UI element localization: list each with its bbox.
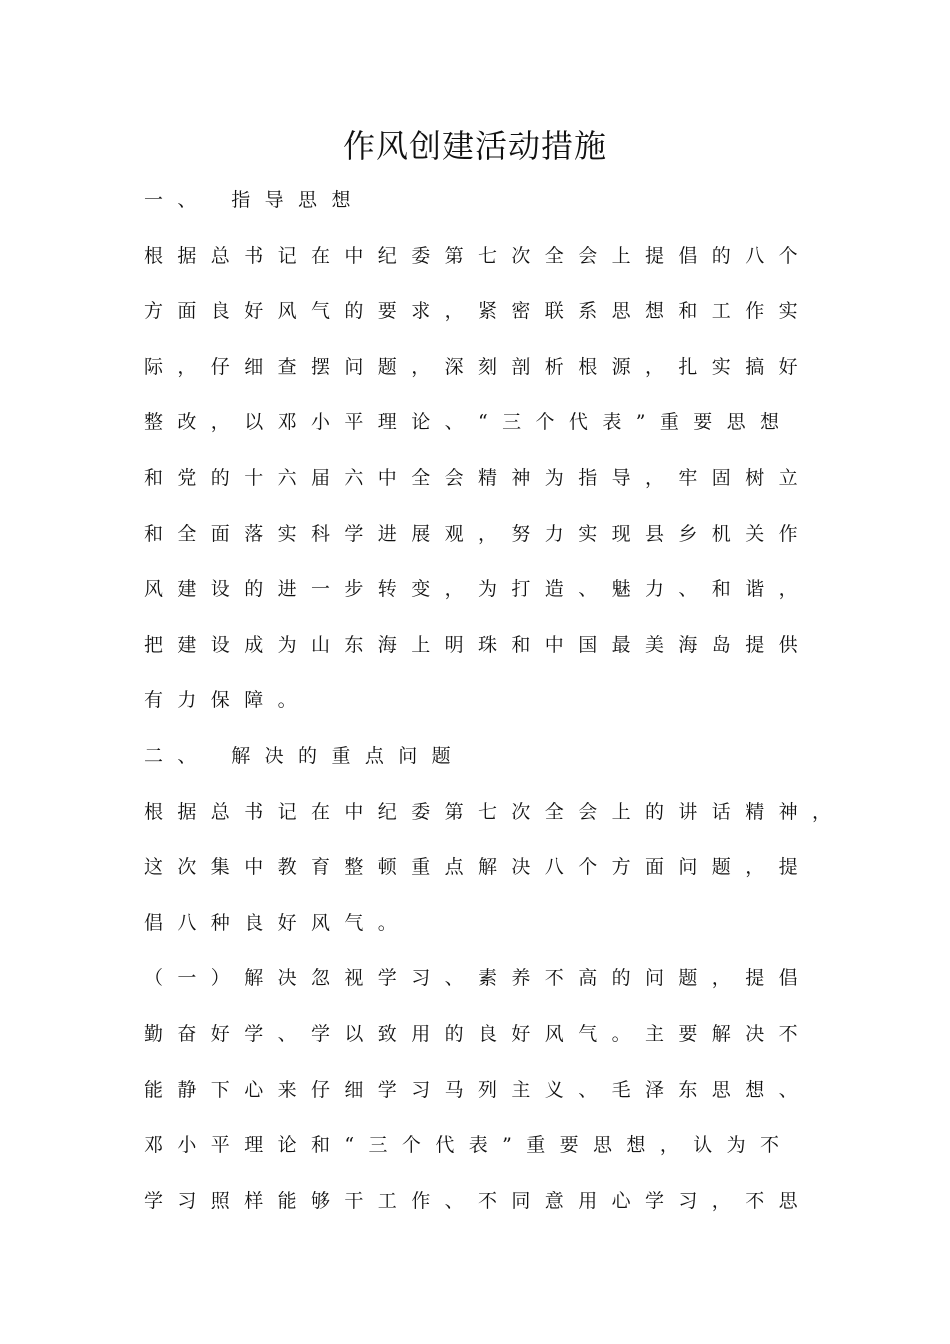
paragraph-line: 方面良好风气的要求，紧密联系思想和工作实 — [144, 300, 813, 323]
paragraph-line: 根据总书记在中纪委第七次全会上的讲话精神， — [144, 800, 846, 823]
section-heading-2: 二、 解决的重点问题 — [144, 744, 466, 767]
paragraph-line: 有力保障。 — [144, 689, 312, 712]
paragraph-line: 把建设成为山东海上明珠和中国最美海岛提供 — [144, 633, 813, 656]
paragraph-line: 根据总书记在中纪委第七次全会上提倡的八个 — [144, 244, 813, 267]
section-heading-1: 一、 指导思想 — [144, 189, 365, 211]
paragraph-line: 风建设的进一步转变，为打造、魅力、和谐， — [144, 578, 813, 601]
paragraph-line: 际，仔细查摆问题，深刻剖析根源，扎实搞好 — [144, 355, 813, 378]
document-title: 作风创建活动措施 — [342, 127, 607, 165]
paragraph-line: 勤奋好学、学以致用的良好风气。主要解决不 — [144, 1022, 813, 1045]
paragraph-line: 倡八种良好风气。 — [144, 911, 412, 934]
paragraph-line: （一）解决忽视学习、素养不高的问题，提倡 — [144, 967, 813, 990]
document-body — [144, 173, 844, 1229]
paragraph-line: 学习照样能够干工作、不同意用心学习，不思 — [144, 1189, 813, 1212]
paragraph-line: 这次集中教育整顿重点解决八个方面问题，提 — [144, 856, 813, 879]
paragraph-line: 能静下心来仔细学习马列主义、毛泽东思想、 — [144, 1078, 813, 1101]
paragraph-line: 整改，以邓小平理论、“三个代表”重要思想 — [144, 411, 794, 434]
paragraph-line: 和全面落实科学进展观，努力实现县乡机关作 — [144, 522, 813, 545]
paragraph-line: 和党的十六届六中全会精神为指导，牢固树立 — [144, 466, 813, 489]
paragraph-line: 邓小平理论和“三个代表”重要思想，认为不 — [144, 1134, 794, 1157]
